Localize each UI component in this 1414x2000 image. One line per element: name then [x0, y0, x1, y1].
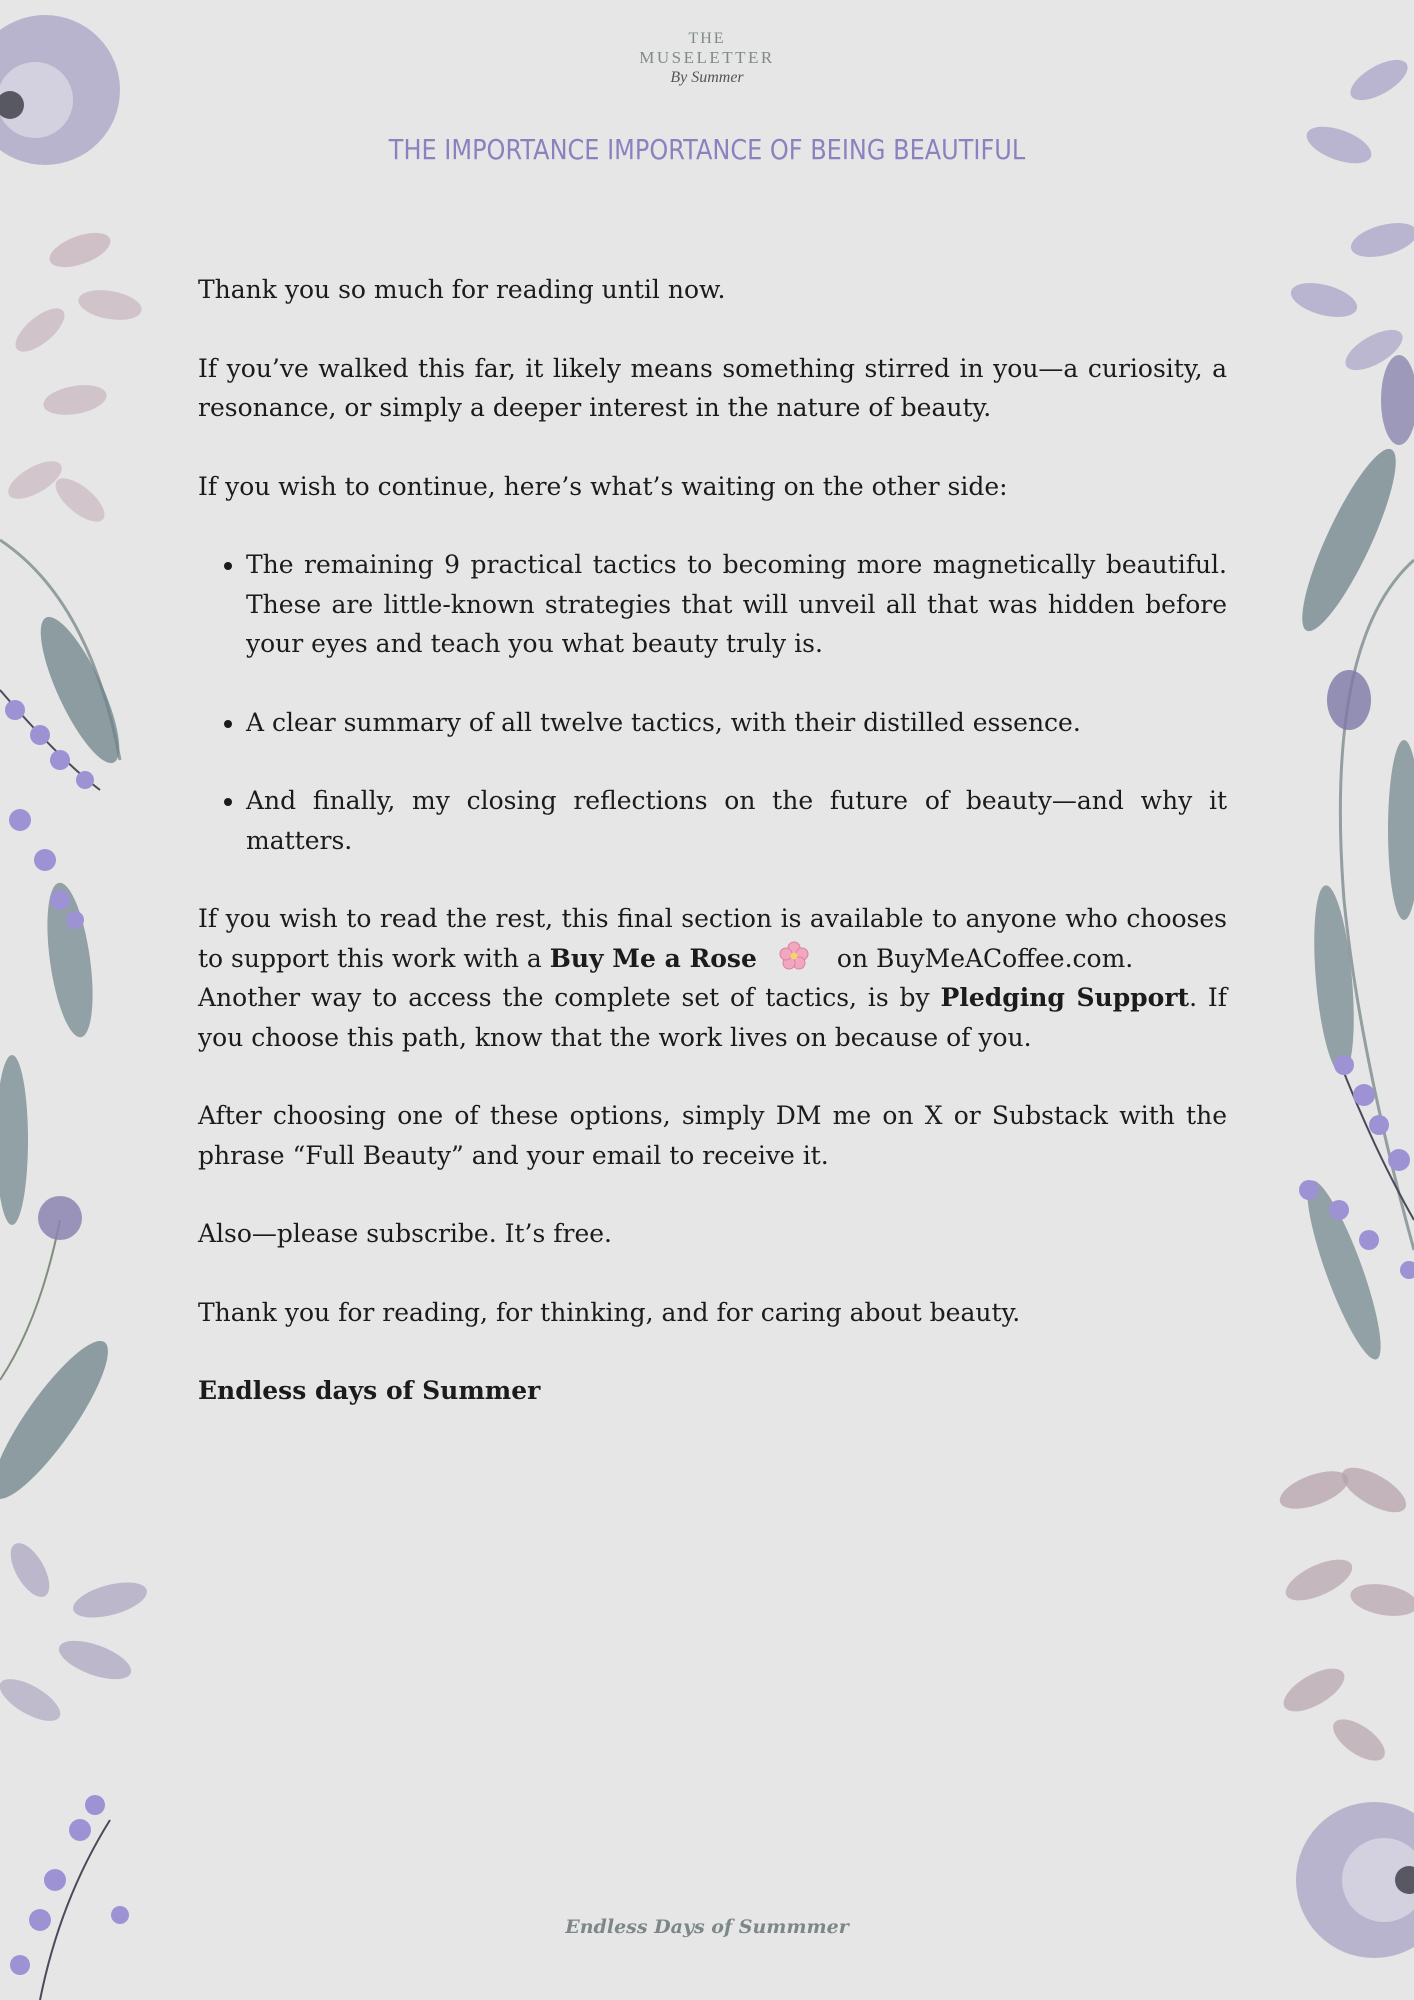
paragraph-thanks: Thank you so much for reading until now. — [198, 275, 726, 304]
signoff — [198, 1371, 1227, 1411]
support-text-before: If you wish to read the rest, this final section is available to anyone who chooses to support this work with a — [198, 904, 1227, 973]
page-title: THE IMPORTANCE IMPORTANCE OF BEING BEAUTIFUL — [388, 133, 1026, 167]
paragraph-walked-far: If you’ve walked this far, it likely means something stirred in you—a curiosity, a resonance, or simply a deeper interest in the nature of beauty. — [198, 353, 1227, 422]
masthead-name: MUSELETTER — [639, 48, 775, 67]
paragraph-pledging — [198, 978, 1227, 1057]
signoff-text: Endless days of Summer — [198, 1376, 541, 1405]
pledging-text-after: . If you choose this path, know that the work lives on because of you. — [198, 983, 1228, 1052]
buy-me-a-rose-label: Buy Me a Rose — [549, 943, 757, 973]
paragraph-subscribe: Also—please subscribe. It’s free. — [198, 1219, 612, 1248]
paragraph-support — [198, 899, 1227, 978]
list-item: • And finally, my closing reflections on the future of beauty—and why it matters. — [246, 781, 1227, 860]
masthead-logo — [0, 30, 1414, 88]
list-item: • A clear summary of all twelve tactics, with their distilled essence. — [246, 703, 1227, 743]
page-footer: Endless Days of Summmer — [565, 1916, 849, 1938]
pledging-text-before: Another way to access the complete set of tactics, is by — [198, 983, 930, 1012]
masthead-byline: By Summer — [670, 69, 744, 86]
floral-border-right-icon — [1264, 0, 1414, 2000]
article-body — [198, 270, 1227, 1450]
cherry-blossom-icon — [779, 941, 809, 971]
pledging-support-label: Pledging Support — [940, 983, 1190, 1012]
support-text-after: on BuyMeACoffee.com. — [836, 943, 1134, 973]
paragraph-dm-instructions: After choosing one of these options, simply DM me on X or Substack with the phrase “Full Beauty” and your email to receive it. — [198, 1101, 1227, 1170]
masthead-the: THE — [688, 30, 726, 47]
floral-border-left-icon — [0, 0, 150, 2000]
list-item: • The remaining 9 practical tactics to becoming more magnetically beautiful. These are little-known strategies that will unveil all that was hidden before your eyes and teach you what beauty truly is. — [246, 545, 1227, 664]
paragraph-closing: Thank you for reading, for thinking, and for caring about beauty. — [198, 1297, 1021, 1327]
paragraph-continue: If you wish to continue, here’s what’s waiting on the other side: — [198, 471, 1008, 501]
offer-list — [198, 545, 1227, 860]
